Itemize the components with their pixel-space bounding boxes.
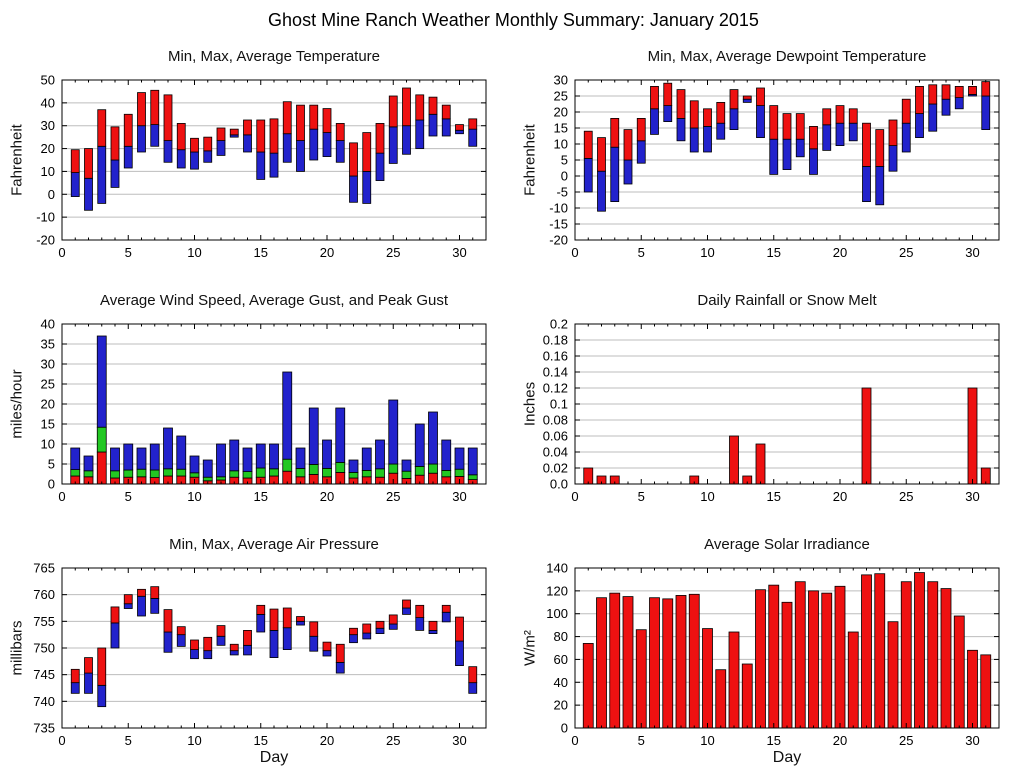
svg-text:30: 30 xyxy=(965,245,980,260)
chart-title-dewpoint: Min, Max, Average Dewpoint Temperature xyxy=(647,48,927,65)
svg-text:20: 20 xyxy=(832,489,848,504)
svg-text:20: 20 xyxy=(319,489,335,504)
svg-text:0: 0 xyxy=(571,245,579,260)
charts-grid xyxy=(0,40,1027,772)
chart-title-pressure: Min, Max, Average Air Pressure xyxy=(169,536,379,553)
svg-text:5: 5 xyxy=(47,456,55,472)
y-axis-label-pressure: millibars xyxy=(8,620,26,676)
wind-bars xyxy=(71,336,478,484)
svg-text:5: 5 xyxy=(637,489,645,504)
svg-text:0.04: 0.04 xyxy=(542,444,568,460)
pressure-chart-canvas xyxy=(0,528,513,772)
svg-text:5: 5 xyxy=(560,152,568,168)
svg-text:-5: -5 xyxy=(556,184,568,200)
svg-text:10: 10 xyxy=(40,436,55,452)
svg-text:0.2: 0.2 xyxy=(549,316,568,332)
svg-text:35: 35 xyxy=(40,336,55,352)
svg-text:15: 15 xyxy=(253,245,268,260)
svg-text:5: 5 xyxy=(124,489,132,504)
svg-text:0.16: 0.16 xyxy=(542,348,568,364)
svg-text:30: 30 xyxy=(452,245,467,260)
svg-text:0.18: 0.18 xyxy=(542,332,568,348)
svg-text:0: 0 xyxy=(58,245,66,260)
svg-text:10: 10 xyxy=(187,245,202,260)
chart-title-temperature: Min, Max, Average Temperature xyxy=(167,48,381,65)
dewpoint-chart-canvas xyxy=(513,40,1026,284)
svg-text:25: 25 xyxy=(386,489,401,504)
svg-text:0.12: 0.12 xyxy=(542,380,568,396)
chart-solar xyxy=(513,528,1027,772)
svg-text:0: 0 xyxy=(47,186,55,202)
y-axis-label-dewpoint: Fahrenheit xyxy=(521,124,539,196)
svg-text:140: 140 xyxy=(546,560,568,576)
svg-text:-15: -15 xyxy=(549,216,568,232)
svg-text:-20: -20 xyxy=(36,232,55,248)
svg-text:0: 0 xyxy=(571,489,579,504)
svg-text:760: 760 xyxy=(33,587,55,603)
svg-text:745: 745 xyxy=(33,667,55,683)
svg-text:80: 80 xyxy=(553,629,568,645)
chart-rainfall xyxy=(513,284,1027,528)
svg-text:-10: -10 xyxy=(549,200,568,216)
svg-text:15: 15 xyxy=(766,733,781,748)
pressure-bars xyxy=(71,587,477,707)
svg-text:120: 120 xyxy=(546,583,568,599)
svg-text:25: 25 xyxy=(899,245,914,260)
svg-text:25: 25 xyxy=(899,733,914,748)
svg-text:0: 0 xyxy=(571,733,579,748)
svg-text:20: 20 xyxy=(40,396,55,412)
svg-text:-20: -20 xyxy=(549,232,568,248)
y-axis-label-wind: miles/hour xyxy=(8,369,26,439)
svg-text:0.06: 0.06 xyxy=(542,428,568,444)
chart-title-solar: Average Solar Irradiance xyxy=(704,536,870,553)
chart-title-wind: Average Wind Speed, Average Gust, and Peak Gust xyxy=(100,292,448,309)
temperature-chart-canvas xyxy=(0,40,513,284)
svg-text:25: 25 xyxy=(40,376,55,392)
svg-text:0.14: 0.14 xyxy=(542,364,568,380)
svg-text:20: 20 xyxy=(832,733,848,748)
svg-text:60: 60 xyxy=(553,651,568,667)
x-axis-label-solar: Day xyxy=(772,749,802,766)
wind-chart-canvas xyxy=(0,284,513,528)
svg-text:0.1: 0.1 xyxy=(549,396,568,412)
y-axis-label-rainfall: Inches xyxy=(521,381,539,427)
svg-text:20: 20 xyxy=(553,104,568,120)
svg-text:15: 15 xyxy=(766,245,781,260)
svg-text:30: 30 xyxy=(553,72,568,88)
svg-text:0: 0 xyxy=(47,476,55,492)
svg-text:20: 20 xyxy=(40,141,55,157)
svg-text:10: 10 xyxy=(187,733,202,748)
svg-text:30: 30 xyxy=(40,118,55,134)
svg-text:755: 755 xyxy=(33,613,55,629)
rainfall-chart-canvas xyxy=(513,284,1026,528)
svg-text:25: 25 xyxy=(899,489,914,504)
svg-text:10: 10 xyxy=(187,489,202,504)
svg-text:20: 20 xyxy=(553,697,568,713)
svg-text:15: 15 xyxy=(40,416,55,432)
svg-text:0.08: 0.08 xyxy=(542,412,568,428)
svg-text:30: 30 xyxy=(452,489,467,504)
svg-text:25: 25 xyxy=(553,88,568,104)
svg-text:740: 740 xyxy=(33,693,55,709)
svg-text:10: 10 xyxy=(700,733,715,748)
svg-text:750: 750 xyxy=(33,640,55,656)
svg-text:5: 5 xyxy=(637,733,645,748)
chart-temperature xyxy=(0,40,513,284)
svg-text:20: 20 xyxy=(319,245,335,260)
svg-text:25: 25 xyxy=(386,245,401,260)
svg-text:0: 0 xyxy=(560,720,568,736)
chart-title-rainfall: Daily Rainfall or Snow Melt xyxy=(697,292,877,309)
rainfall-gridlines xyxy=(575,340,999,468)
page-title: Ghost Mine Ranch Weather Monthly Summary: January 2015 xyxy=(268,10,759,30)
svg-text:10: 10 xyxy=(700,245,715,260)
svg-text:40: 40 xyxy=(40,316,55,332)
svg-text:-10: -10 xyxy=(36,209,55,225)
svg-text:30: 30 xyxy=(965,733,980,748)
svg-text:10: 10 xyxy=(553,136,568,152)
svg-text:30: 30 xyxy=(452,733,467,748)
svg-text:5: 5 xyxy=(637,245,645,260)
svg-text:735: 735 xyxy=(33,720,55,736)
svg-text:15: 15 xyxy=(253,733,268,748)
temperature-bars xyxy=(71,88,477,210)
x-axis-label-pressure: Day xyxy=(259,749,289,766)
svg-text:15: 15 xyxy=(253,489,268,504)
svg-text:50: 50 xyxy=(40,72,55,88)
svg-text:25: 25 xyxy=(386,733,401,748)
svg-text:5: 5 xyxy=(124,245,132,260)
solar-chart-canvas xyxy=(513,528,1026,772)
svg-text:15: 15 xyxy=(553,120,568,136)
chart-pressure xyxy=(0,528,513,772)
solar-bars xyxy=(583,573,991,728)
svg-text:765: 765 xyxy=(33,560,55,576)
chart-dewpoint xyxy=(513,40,1027,284)
svg-text:20: 20 xyxy=(319,733,335,748)
svg-text:30: 30 xyxy=(965,489,980,504)
svg-text:15: 15 xyxy=(766,489,781,504)
svg-text:0: 0 xyxy=(560,168,568,184)
svg-text:0: 0 xyxy=(58,733,66,748)
svg-text:20: 20 xyxy=(832,245,848,260)
svg-text:30: 30 xyxy=(40,356,55,372)
chart-wind xyxy=(0,284,513,528)
svg-text:10: 10 xyxy=(700,489,715,504)
svg-text:100: 100 xyxy=(546,606,568,622)
svg-text:5: 5 xyxy=(124,733,132,748)
svg-text:0.02: 0.02 xyxy=(542,460,568,476)
y-axis-label-solar: W/m² xyxy=(521,630,539,666)
y-axis-label-temperature: Fahrenheit xyxy=(8,124,26,196)
svg-text:10: 10 xyxy=(40,163,55,179)
svg-text:40: 40 xyxy=(553,674,568,690)
svg-text:0: 0 xyxy=(58,489,66,504)
svg-text:0.0: 0.0 xyxy=(549,476,568,492)
svg-text:40: 40 xyxy=(40,95,55,111)
